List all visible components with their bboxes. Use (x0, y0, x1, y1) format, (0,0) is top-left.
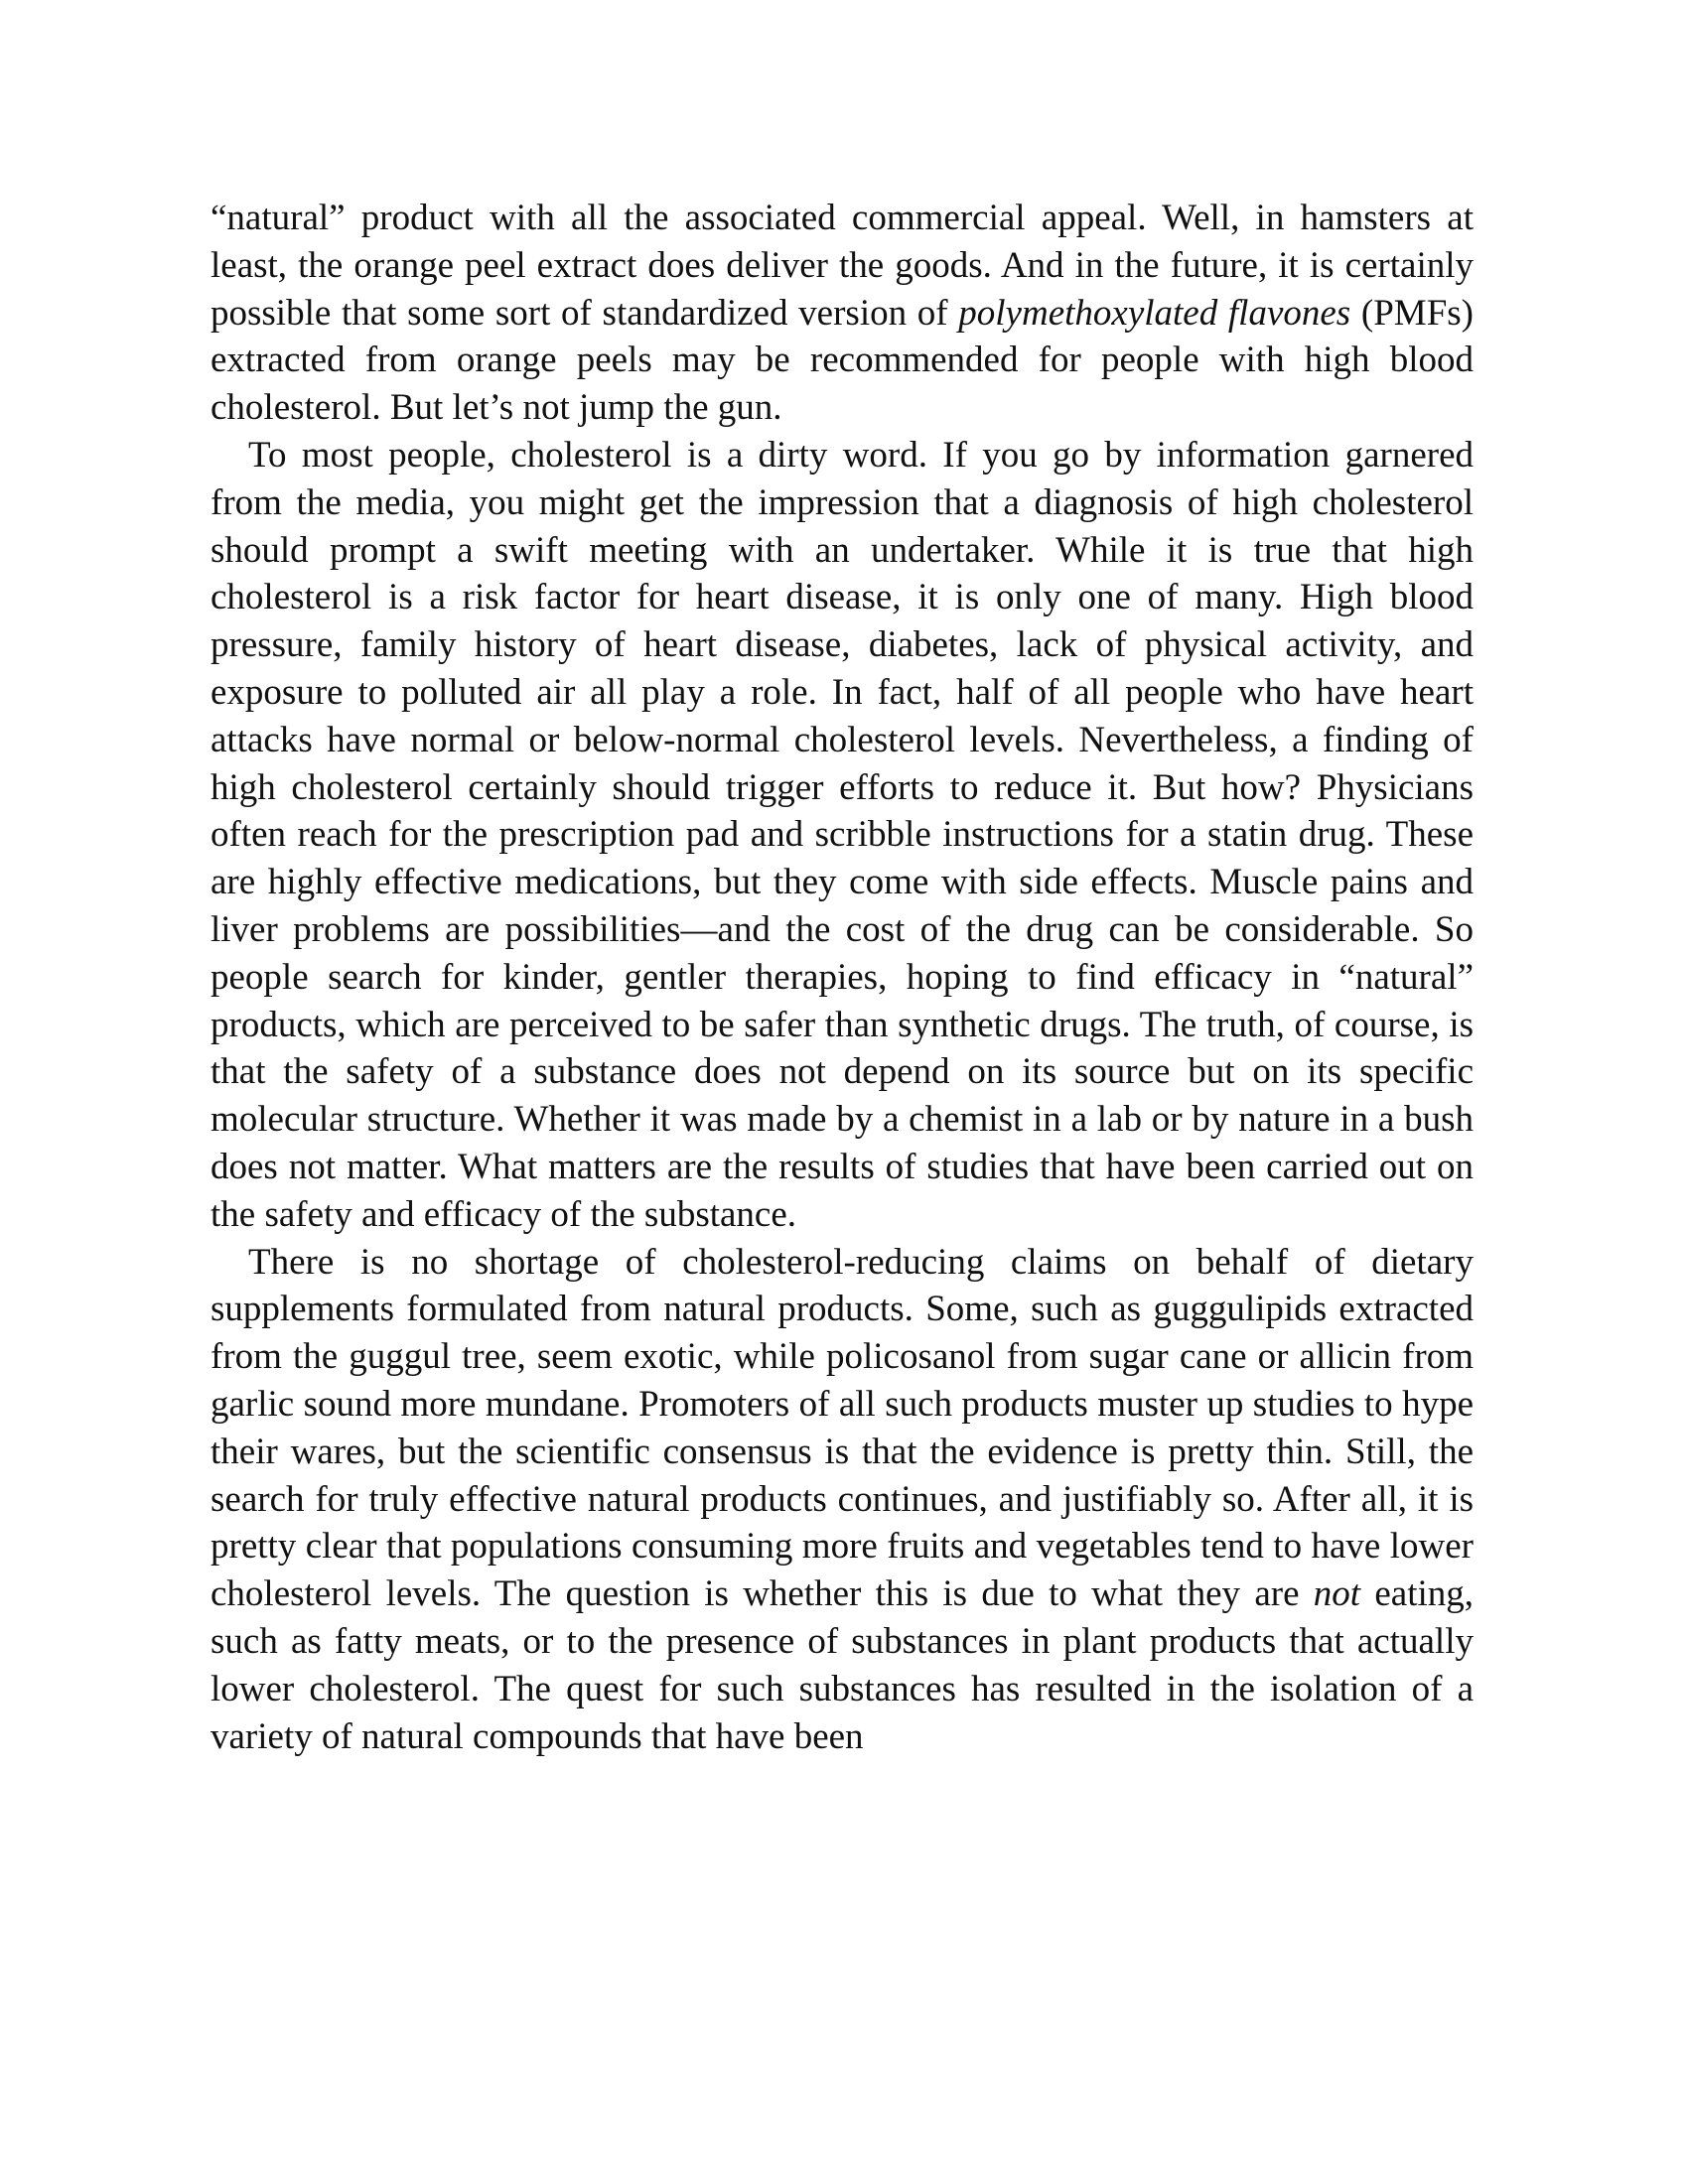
paragraph-3-run-1: There is no shortage of cholesterol-reducing claims on behalf of dietary supplements formulated from natural products. Some, such as guggulipids extracted from the guggul tree, seem exotic, while policosanol from sugar cane or allicin from garlic sound more mundane. Promoters of all such products muster up studies to hype their wares, but the scientific consensus is that the evidence is pretty thin. Still, the search for truly effective natural products continues, and justifiably so. After all, it is pretty clear that populations consuming more fruits and vegetables tend to have lower cholesterol levels. The question is whether this is due to what they are (211, 1241, 1474, 1615)
paragraph-2-run-1: To most people, cholesterol is a dirty word. If you go by information garnered from the media, you might get the impression that a diagnosis of high cholesterol should prompt a swift meeting with an undertaker. While it is true that high cholesterol is a risk factor for heart disease, it is only one of many. High blood pressure, family history of heart disease, diabetes, lack of physical activity, and exposure to polluted air all play a role. In fact, half of all people who have heart attacks have normal or below-normal cholesterol levels. Nevertheless, a finding of high cholesterol certainly should trigger efforts to reduce it. But how? Physicians often reach for the prescription pad and scribble instructions for a statin drug. These are highly effective medications, but they come with side effects. Muscle pains and liver problems are possibilities—and the cost of the drug can be considerable. So people search for kinder, gentler therapies, hoping to find efficacy in “natural” products, which are perceived to be safer than synthetic drugs. The truth, of course, is that the safety of a substance does not depend on its source but on its specific molecular structure. Whether it was made by a chemist in a lab or by nature in a bush does not matter. What matters are the results of studies that have been carried out on the safety and efficacy of the substance. (211, 434, 1474, 1235)
paragraph-2 (211, 432, 1474, 1239)
paragraph-1-run-1: “natural” product with all the associated commercial appeal. Well, in hamsters at least, the orange peel extract does deliver the goods. And in the future, it is certainly possible that some sort of standardized version of (211, 198, 1474, 334)
paragraph-1-italic-term: polymethoxylated flavones (958, 292, 1351, 334)
paragraph-3-italic-word: not (1313, 1573, 1361, 1615)
paragraph-1 (211, 195, 1474, 432)
document-page (211, 195, 1474, 1760)
paragraph-3-run-3: eating, such as fatty meats, or to the presence of substances in plant products that actually lower cholesterol. The quest for such substances has resulted in the isolation of a variety of natural compounds that have been (211, 1573, 1475, 1757)
paragraph-1-run-3: (PMFs) extracted from orange peels may be recommended for people with high blood cholesterol. But let’s not jump the gun. (211, 292, 1474, 429)
paragraph-3 (211, 1239, 1474, 1761)
